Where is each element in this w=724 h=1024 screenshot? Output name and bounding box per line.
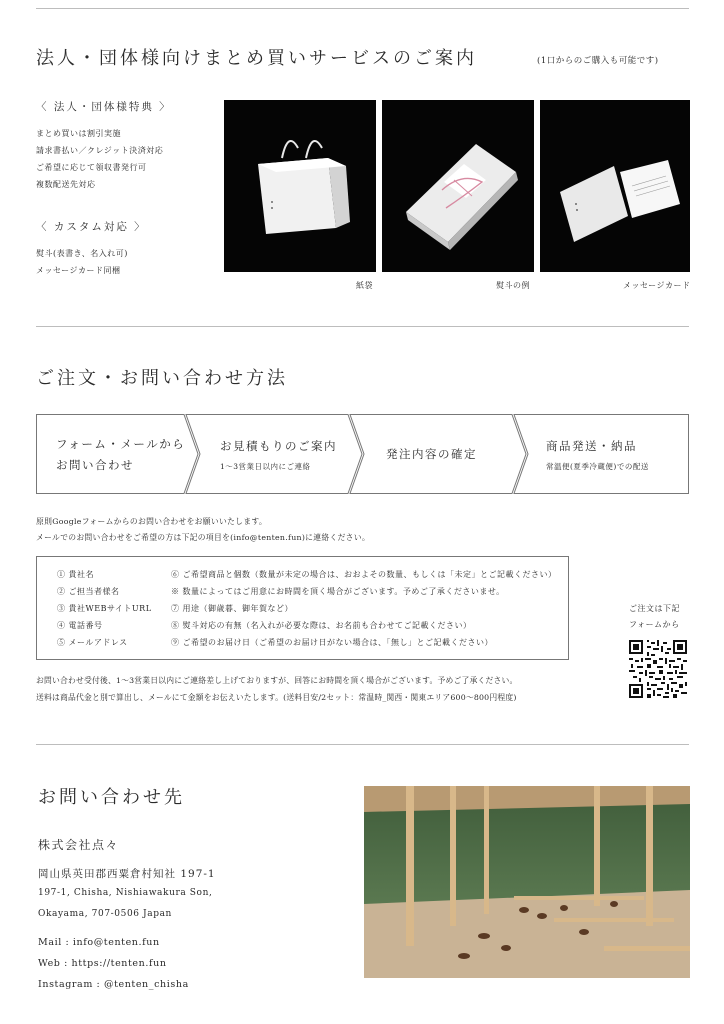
instagram-link[interactable]: Instagram : @tenten_chisha: [38, 979, 189, 990]
corporate-note: (1口からのご購入も可能です): [537, 56, 659, 66]
order-flow: [36, 414, 689, 494]
photo-caption: 紙袋: [356, 281, 373, 290]
custom-list: [36, 245, 128, 279]
item-left: ⑤ メールアドレス: [57, 638, 128, 647]
address-jp: 岡山県英田郡西粟倉村知社 197-1: [38, 868, 216, 880]
item-right: ⑦ 用途（御歳暮、御年賀など）: [171, 604, 294, 613]
order-title: ご注文・お問い合わせ方法: [36, 368, 288, 389]
order-intro: 原則Googleフォームからのお問い合わせをお願いいたします。 メールでのお問い合わせをご希望の方は下記の項目を(info@tenten.fun)に連絡ください。: [36, 517, 370, 542]
order-footnotes: お問い合わせ受付後、1～3営業日以内にご連絡差し上げておりますが、回答にお時間を頂く場合がございます。予めご了承ください。 送料は商品代金と別で算出し、メールにて金額をお伝えいたします。(送料目安/2セット：常温時_関西・関東エリア600～800円程度): [36, 676, 518, 702]
item-left: ③ 貴社WEBサイトURL: [57, 604, 152, 613]
item-right: ※ 数量によってはご用意にお時間を頂く場合がございます。予めご了承くださいませ。: [171, 587, 505, 596]
contact-title: お問い合わせ先: [38, 787, 185, 808]
benefit-item: まとめ買いは割引実施: [36, 129, 121, 138]
item-right: ⑥ ご希望商品と個数（数量が未定の場合は、おおよその数量、もしくは「未定」とご記載ください）: [171, 570, 557, 579]
item-right: ⑨ ご希望のお届け日（ご希望のお届け日がない場合は、「無し」とご記載ください）: [171, 638, 494, 647]
contact-links: [38, 932, 189, 995]
custom-item: 熨斗(表書き、名入れ可): [36, 249, 128, 258]
custom-item: メッセージカード同梱: [36, 266, 121, 275]
benefit-item: 請求書払い／クレジット決済対応: [36, 146, 164, 155]
flow-step-1: フォーム・メールから お問い合わせ: [56, 437, 186, 472]
item-right: ⑧ 熨斗対応の有無（名入れが必要な際は、お名前も合わせてご記載ください）: [171, 621, 472, 630]
address-en: 197-1, Chisha, Nishiawakura Son, Okayama, 707-0506 Japan: [38, 888, 213, 919]
mail-link[interactable]: Mail : info@tenten.fun: [38, 937, 160, 948]
noshi-box-photo: [382, 100, 534, 272]
required-items-box: [36, 556, 569, 660]
flow-step-3: 発注内容の確定: [386, 447, 477, 461]
section-divider: [36, 744, 689, 745]
benefits-heading: 〈 法人・団体様特典 〉: [36, 101, 172, 113]
item-left: ① 貴社名: [57, 570, 95, 579]
item-left: ② ご担当者様名: [57, 587, 120, 596]
photo-caption: 熨斗の例: [496, 281, 530, 290]
paper-bag-photo: [224, 100, 376, 272]
barn-photo: [364, 786, 690, 978]
qr-code[interactable]: [629, 640, 687, 698]
flow-step-4: 商品発送・納品 常温便(夏季冷蔵便)での配送: [546, 439, 649, 471]
benefits-list: [36, 125, 163, 193]
message-card-photo: [540, 100, 690, 272]
form-note: ご注文は下記 フォームから: [629, 604, 680, 629]
item-left: ④ 電話番号: [57, 621, 103, 630]
top-divider: [36, 8, 689, 9]
section-divider: [36, 326, 689, 327]
custom-heading: 〈 カスタム対応 〉: [36, 221, 147, 233]
flow-step-2: お見積もりのご案内 1～3営業日以内にご連絡: [220, 439, 337, 471]
photo-caption: メッセージカード: [623, 281, 691, 290]
corporate-title: 法人・団体様向けまとめ買いサービスのご案内: [36, 48, 477, 69]
company-name: 株式会社点々: [38, 838, 120, 852]
benefit-item: ご希望に応じて領収書発行可: [36, 163, 147, 172]
web-link[interactable]: Web : https://tenten.fun: [38, 958, 167, 969]
benefit-item: 複数配送先対応: [36, 180, 96, 189]
